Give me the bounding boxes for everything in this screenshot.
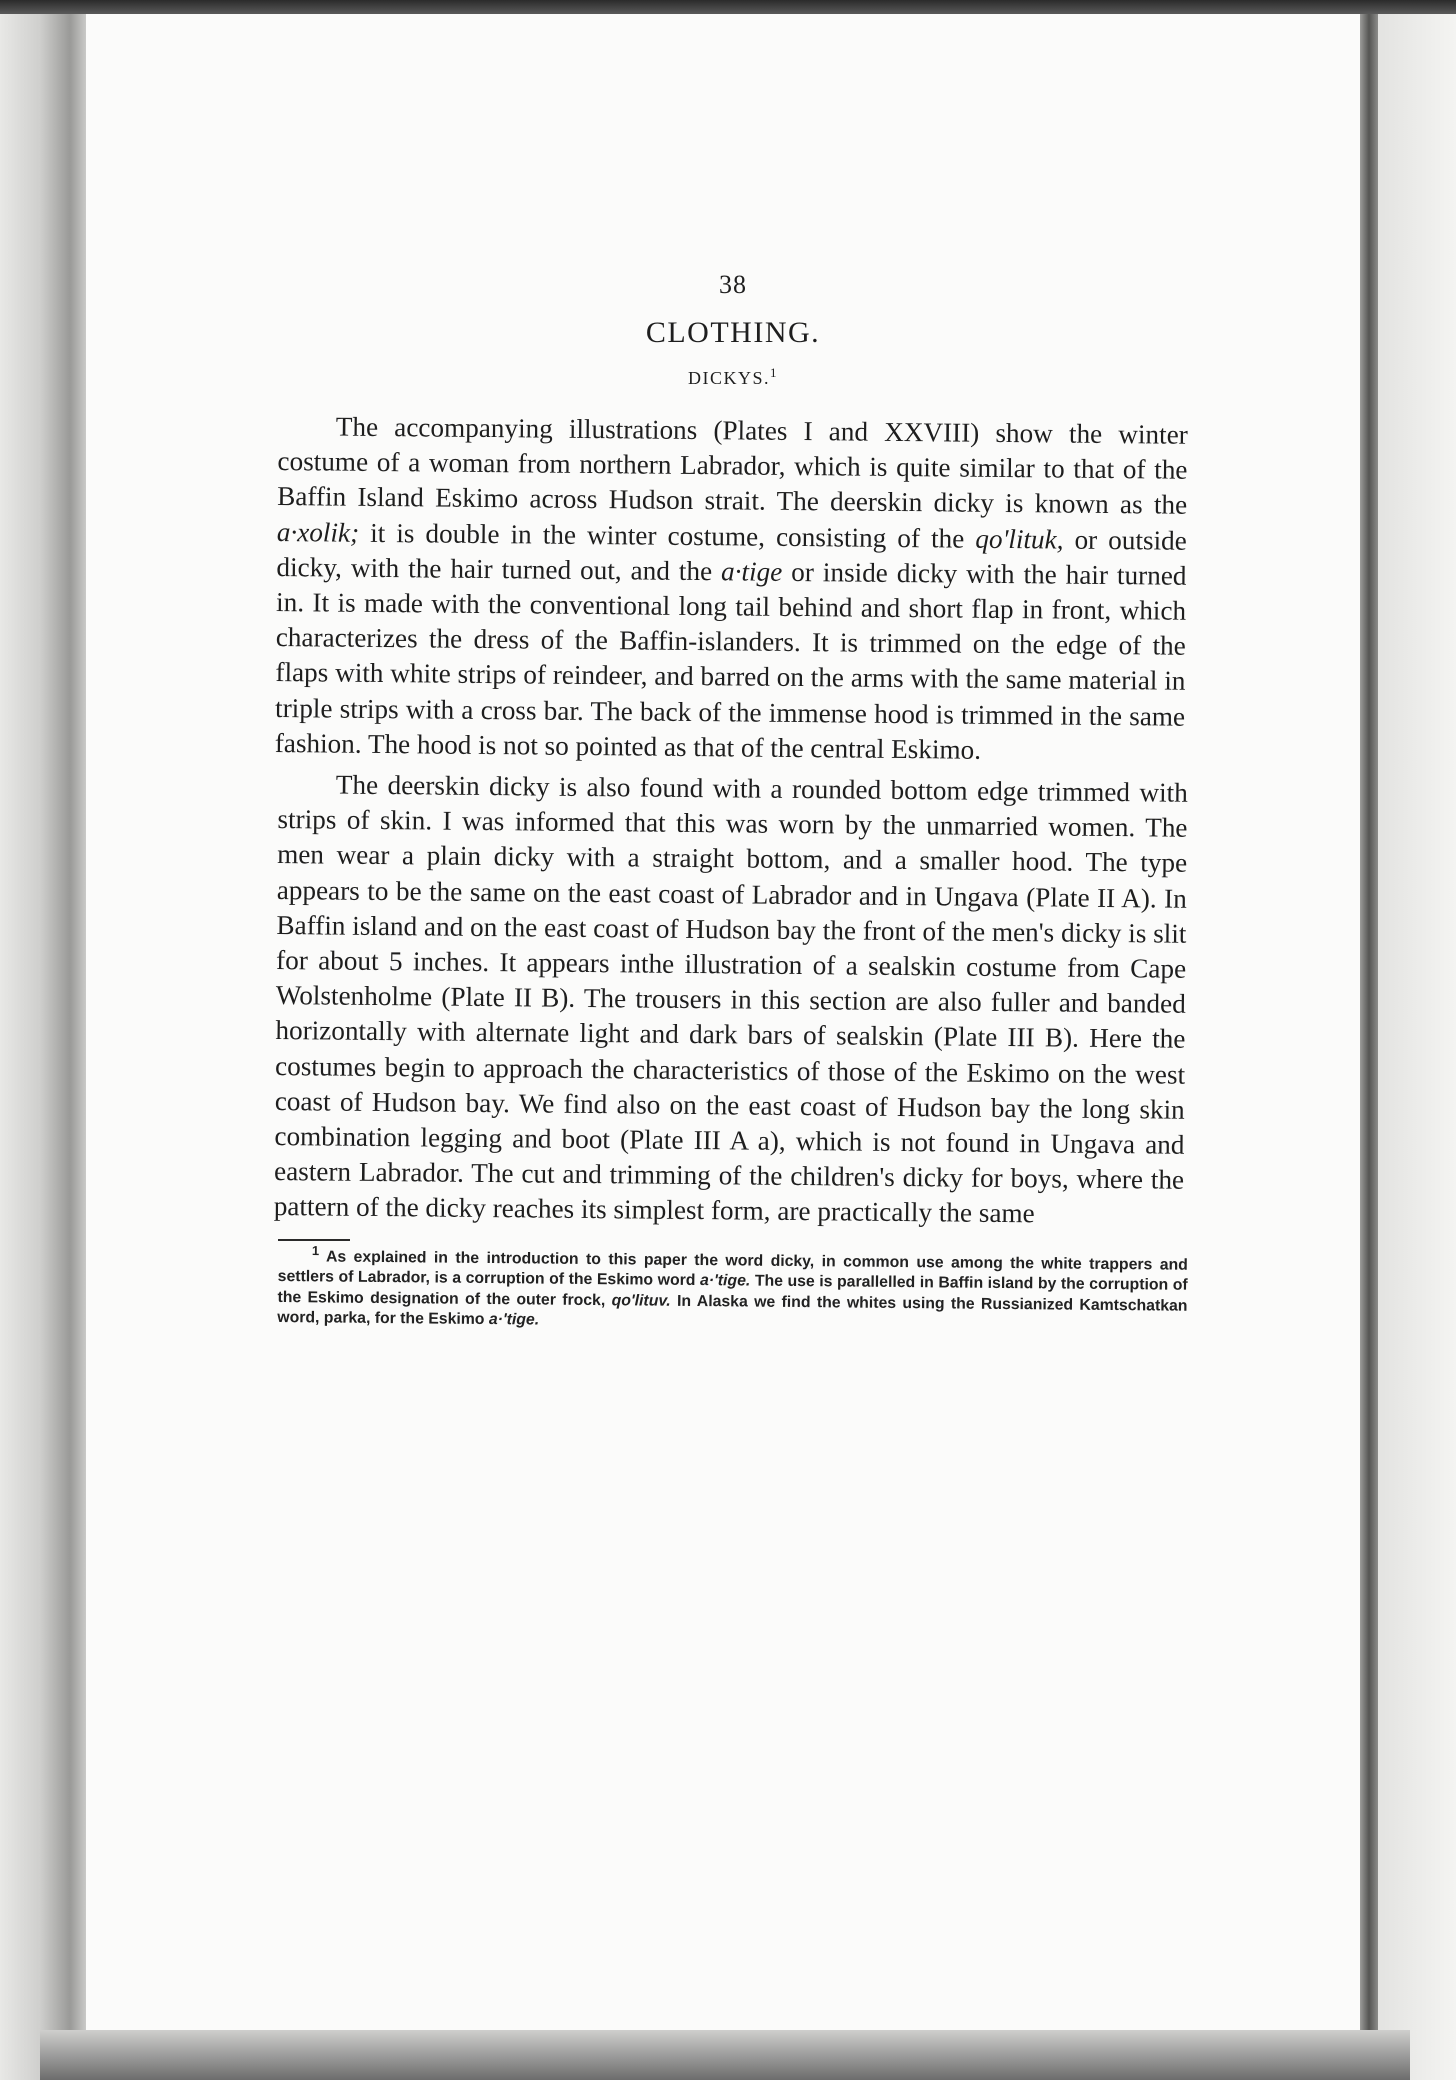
footnote-term-atige: a·'tige. [699, 1272, 751, 1290]
body-paragraph-1 [275, 409, 1188, 770]
footnote-term-atige-2: a·'tige. [488, 1310, 540, 1329]
footnote-term-qolituv: qo'lituv. [611, 1291, 671, 1310]
footnote-text-1: As explained in the introduction to this paper the word dicky, in common use among the white trappers and settlers of Labrador, is a corruption of the Eskimo word [277, 1248, 1188, 1290]
text-block [273, 252, 1188, 1329]
adjacent-page-edge [1378, 14, 1456, 2080]
eskimo-term-axolik: a·xolik; [276, 516, 360, 548]
footnote-text-2: The use is parallelled in Baffin island by the corruption of the Eskimo designation of the outer frock, [277, 1272, 1188, 1309]
paragraph-1-text-1: The accompanying illustrations (Plates I and XXVIII) show the winter costume of a woman from northern Labrador, which is quite similar to that of the Baffin Island Eskimo across Hudson strait. The deerskin dicky is known as the [277, 411, 1188, 521]
paragraph-1-text-4: or inside dicky with the hair turned in. It is made with the conventional long tail behind and short flap in front, which characterizes the dress of the Baffin-islanders. It is trimmed on the edge of the flaps with white strips of reindeer, and barred on the arms with the same material in triple strips with a cross bar. The back of the immense hood is trimmed in the same fashion. The hood is not so pointed as that of the central Eskimo. [274, 556, 1187, 765]
paragraph-1-text-2: it is double in the winter costume, consisting of the [358, 517, 976, 554]
footnote [277, 1242, 1188, 1337]
scan-bottom-edge [40, 2030, 1410, 2080]
eskimo-term-qolituk: qo'lituk, [975, 523, 1064, 555]
scan-top-edge [0, 0, 1456, 14]
book-binding-edge [0, 14, 86, 2080]
page-number: 38 [719, 270, 747, 299]
subsection-title-text: DICKYS. [687, 368, 770, 388]
subsection-title [278, 365, 1188, 389]
gutter-shadow [1360, 14, 1378, 2080]
footnote-mark: 1 [311, 1242, 320, 1258]
footnote-text-3: In Alaska we find the whites using the Russianized Kamtschatkan word, parka, for the Eskimo [277, 1292, 1188, 1328]
body-paragraph-2: The deerskin dicky is also found with a rounded bottom edge trimmed with strips of skin. I was informed that this was worn by the unmarried women. The men wear a plain dicky with a straight bottom, and a smaller hood. The type appears to be the same on the east coast of Labrador and in Ungava (Plate II A). In Baffin island and on the east coast of Hudson bay the front of the men's dicky is slit for about 5 inches. It appears inthe illustration of a sealskin costume from Cape Wolstenholme (Plate II B). The trousers in this section are also fuller and banded horizontally with alternate light and dark bars of sealskin (Plate III B). Here the costumes begin to approach the characteristics of those of the Eskimo on the west coast of Hudson bay. We find also on the east coast of Hudson bay the long skin combination legging and boot (Plate III A a), which is not found in Ungava and eastern Labrador. The cut and trimming of the children's dicky for boys, where the pattern of the dicky reaches its simplest form, are practically the same [273, 769, 1188, 1229]
eskimo-term-atige: a·tige [720, 556, 783, 587]
footnote-divider [278, 1239, 350, 1241]
footnote-reference: 1 [770, 365, 778, 380]
paragraph-1-text-3: or outside dicky, with the hair turned out, and the [276, 524, 1187, 587]
section-title: CLOTHING. [645, 316, 821, 349]
